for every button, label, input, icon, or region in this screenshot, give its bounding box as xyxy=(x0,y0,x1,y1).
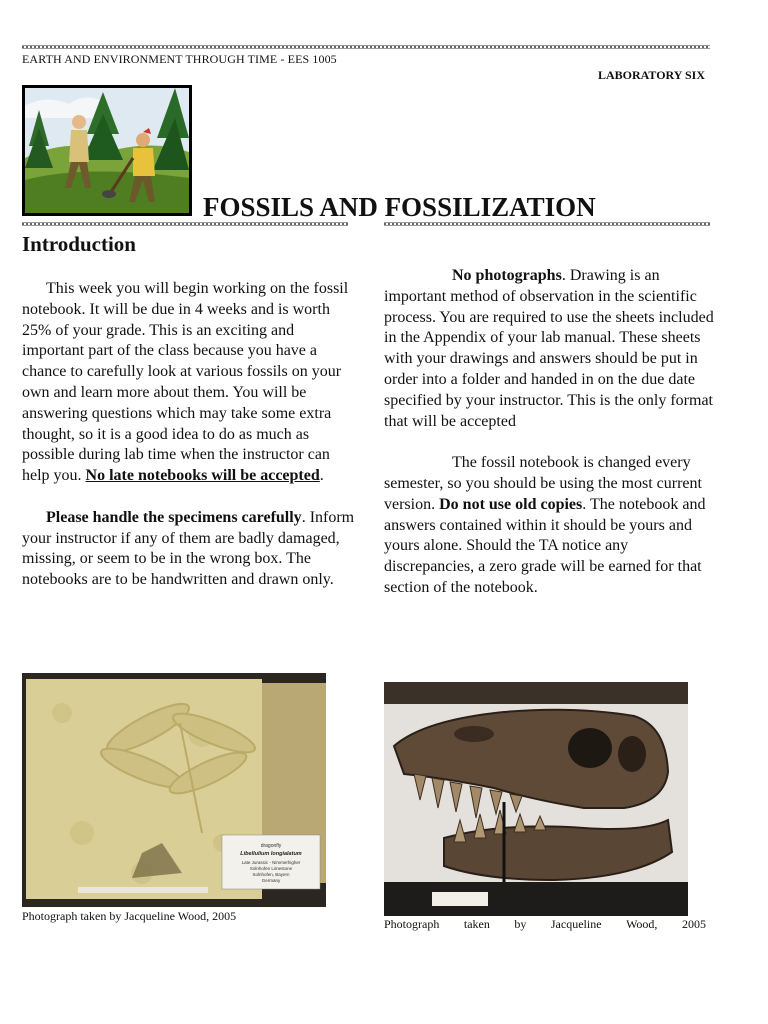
title-divider-right xyxy=(384,222,710,226)
paragraph-notebook xyxy=(22,279,358,487)
photo-caption-right xyxy=(384,917,706,932)
paragraph-text: The fossil notebook is changed every semester, so you should be using the most current version. xyxy=(384,454,702,513)
caption-word: taken xyxy=(463,917,490,931)
paragraph-text: . Inform your instructor if any of them are badly damaged, missing, or seem to be in the wrong box. The notebooks are to be handwritten and drawn only. xyxy=(22,508,355,589)
handle-carefully-text: Please handle the specimens carefully xyxy=(46,508,302,526)
page-title: FOSSILS AND FOSSILIZATION xyxy=(203,192,596,222)
dragonfly-fossil-illustration xyxy=(22,673,326,907)
specimen-label-locality: Solnhofen, Bayern xyxy=(252,872,290,877)
paragraph-end: . xyxy=(319,467,324,485)
specimen-label-common: dragonfly xyxy=(260,843,282,849)
planting-clipart xyxy=(25,88,189,213)
specimen-label-species: Libellulium longialatum xyxy=(240,851,302,857)
caption-word: Jacqueline xyxy=(550,917,602,931)
course-header: EARTH AND ENVIRONMENT THROUGH TIME - EES 1005 xyxy=(22,52,337,66)
paragraph-photographs xyxy=(384,266,714,432)
paragraph-text: . Drawing is an important method of observation in the scientific process. You are required to use the sheets included in the Appendix of your lab manual. These sheets with your drawings and answers should be put in order into a folder and handed in on the due date specified by your instructor. This is the only format that will be accepted xyxy=(384,267,714,430)
specimen-label-formation: Solnhofen Limestone xyxy=(249,866,293,871)
trex-skull-photo xyxy=(384,682,688,916)
paragraph-end: . The notebook and answers contained within it should be yours and yours alone. Should the TA notice any discrepancies, a zero grade will be earned for that section of the notebook. xyxy=(384,495,706,596)
lab-number: LABORATORY SIX xyxy=(597,68,705,82)
caption-word: Wood, xyxy=(626,917,658,931)
dragonfly-fossil-photo xyxy=(22,673,326,907)
late-policy-text: No late notebooks will be accepted xyxy=(85,467,320,485)
paragraph-versions xyxy=(384,453,714,599)
specimen-label-country: Germany xyxy=(261,878,281,883)
right-column xyxy=(384,266,714,599)
left-column xyxy=(22,279,358,591)
title-divider-left xyxy=(22,222,348,226)
caption-word: by xyxy=(514,917,527,931)
photo-caption-left: Photograph taken by Jacqueline Wood, 2005 xyxy=(22,909,237,923)
clipart-image xyxy=(22,85,192,216)
trex-skull-illustration xyxy=(384,682,688,916)
paragraph-text: This week you will begin working on the fossil notebook. It will be due in 4 weeks and is worth 25% of your grade. This is an exciting and important part of the class because you have a chance to carefully look at various fossils on your own and learn more about them. You will be answering questions which may take some extra thought, so it is a good idea to do as much as possible during lab time when the instructor can help you. xyxy=(22,280,349,485)
caption-word: Photograph xyxy=(384,917,440,931)
section-heading: Introduction xyxy=(22,232,136,256)
old-copies-text: Do not use old copies xyxy=(439,495,583,513)
top-divider xyxy=(22,45,710,49)
no-photographs-text: No photographs xyxy=(452,267,562,284)
paragraph-specimens xyxy=(22,508,358,591)
specimen-label-age: Late Jurassic - Nimmerhigher xyxy=(241,860,301,865)
caption-word: 2005 xyxy=(681,917,706,931)
